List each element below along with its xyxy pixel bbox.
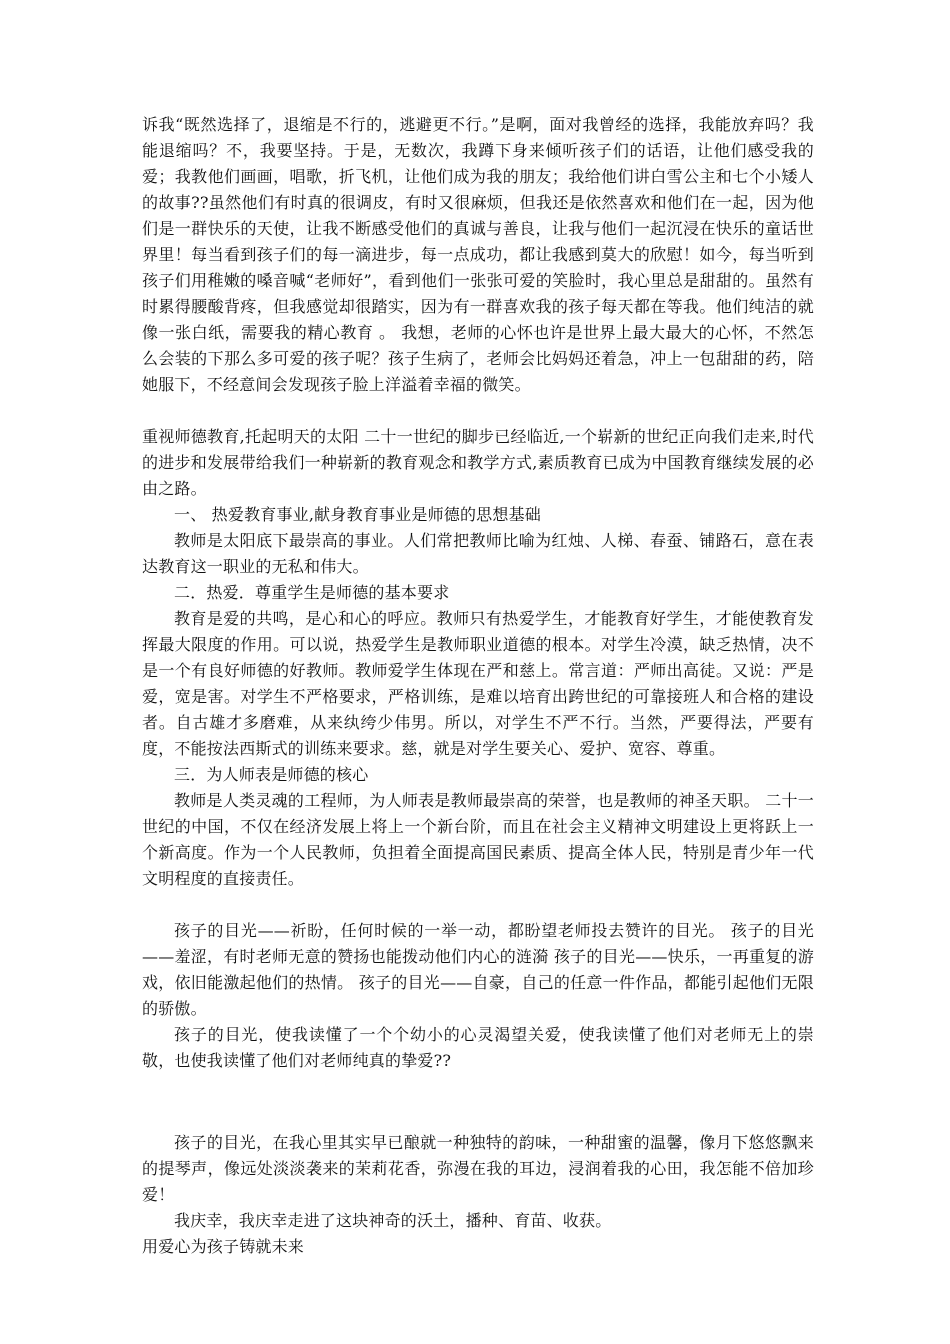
paragraph-child-gaze-2: 孩子的目光，使我读懂了一个个幼小的心灵渴望关爱，使我读懂了他们对老师无上的崇敬，也使我读懂了他们对老师纯真的挚爱?? bbox=[142, 1025, 814, 1070]
paragraph-teacher-persistence: 诉我“既然选择了，退缩是不行的，逃避更不行。”是啊，面对我曾经的选择，我能放弃吗？我能退缩吗？不，我要坚持。于是，无数次，我蹲下身来倾听孩子们的话语，让他们感受我的爱；我教他们画画，唱歌，折飞机，让他们成为我的朋友；我给他们讲白雪公主和七个小矮人的故事??虽然他们有时真的很调皮，有时又很麻烦，但我还是依然喜欢和他们在一起，因为他们是一群快乐的天使，让我不断感受他们的真诚与善良，让我与他们一起沉浸在快乐的童话世界里！每当看到孩子们的每一滴进步，每一点成功，都让我感到莫大的欣慰！如今，每当听到孩子们用稚嫩的嗓音喊“老师好”，看到他们一张张可爱的笑脸时，我心里总是甜甜的。虽然有时累得腰酸背疼，但我感觉却很踏实，因为有一群喜欢我的孩子每天都在等我。他们纯洁的就像一张白纸，需要我的精心教育 。 我想，老师的心怀也许是世界上最大最大的心怀，不然怎么会装的下那么多可爱的孩子呢？孩子生病了，老师会比妈妈还着急，冲上一包甜甜的药，陪她服下，不经意间会发现孩子脸上洋溢着幸福的微笑。 bbox=[142, 115, 814, 394]
section-heading-2: 二．热爱．尊重学生是师德的基本要求 bbox=[174, 583, 450, 602]
section-heading-3: 三．为人师表是师德的核心 bbox=[174, 765, 369, 784]
paragraph-ethics-2: 教育是爱的共鸣，是心和心的呼应。教师只有热爱学生，才能教育好学生，才能使教育发挥最大限度的作用。可以说，热爱学生是教师职业道德的根本。对学生冷漠，缺乏热情，决不是一个有良好师德的好教师。教师爱学生体现在严和慈上。常言道：严师出高徒。又说：严是爱，宽是害。对学生不严格要求，严格训练，是难以培育出跨世纪的可靠接班人和合格的建设者。自古雄才多磨难，从来纨绔少伟男。所以，对学生不严不行。当然，严要得法，严要有度，不能按法西斯式的训练来要求。慈，就是对学生要关心、爱护、宽容、尊重。 bbox=[142, 609, 814, 758]
document-body bbox=[142, 112, 814, 1260]
paragraph-ethics-3: 教师是人类灵魂的工程师，为人师表是教师最崇高的荣誉，也是教师的神圣天职。 二十一世纪的中国，不仅在经济发展上将上一个新台阶，而且在社会主义精神文明建设上更将跃上一个新高度。作为一个人民教师，负担着全面提高国民素质、提高全体人民，特别是青少年一代文明程度的直接责任。 bbox=[142, 791, 814, 888]
article-title: 用爱心为孩子铸就未来 bbox=[142, 1237, 305, 1256]
paragraph-fortunate: 我庆幸，我庆幸走进了这块神奇的沃土，播种、育苗、收获。 bbox=[174, 1211, 612, 1230]
paragraph-child-gaze-1: 孩子的目光——祈盼，任何时候的一举一动，都盼望老师投去赞许的目光。 孩子的目光——羞涩，有时老师无意的赞扬也能拨动他们内心的涟漪 孩子的目光——快乐，一再重复的游戏，依旧能激起他们的热情。 孩子的目光——自豪，自己的任意一件作品，都能引起他们无限的骄傲。 bbox=[142, 921, 814, 1018]
paragraph-ethics-1: 教师是太阳底下最崇高的事业。人们常把教师比喻为红烛、人梯、春蚕、铺路石，意在表达教育这一职业的无私和伟大。 bbox=[142, 531, 814, 576]
paragraph-ethics-intro: 重视师德教育,托起明天的太阳 二十一世纪的脚步已经临近,一个崭新的世纪正向我们走来,时代的进步和发展带给我们一种崭新的教育观念和教学方式,素质教育已成为中国教育继续发展的必由之路。 bbox=[142, 427, 814, 498]
paragraph-child-gaze-3: 孩子的目光，在我心里其实早已酿就一种独特的韵味，一种甜蜜的温馨，像月下悠悠飘来的提琴声，像远处淡淡袭来的茉莉花香，弥漫在我的耳边，浸润着我的心田，我怎能不倍加珍爱！ bbox=[142, 1133, 814, 1204]
section-heading-1: 一、 热爱教育事业,献身教育事业是师德的思想基础 bbox=[174, 505, 541, 524]
